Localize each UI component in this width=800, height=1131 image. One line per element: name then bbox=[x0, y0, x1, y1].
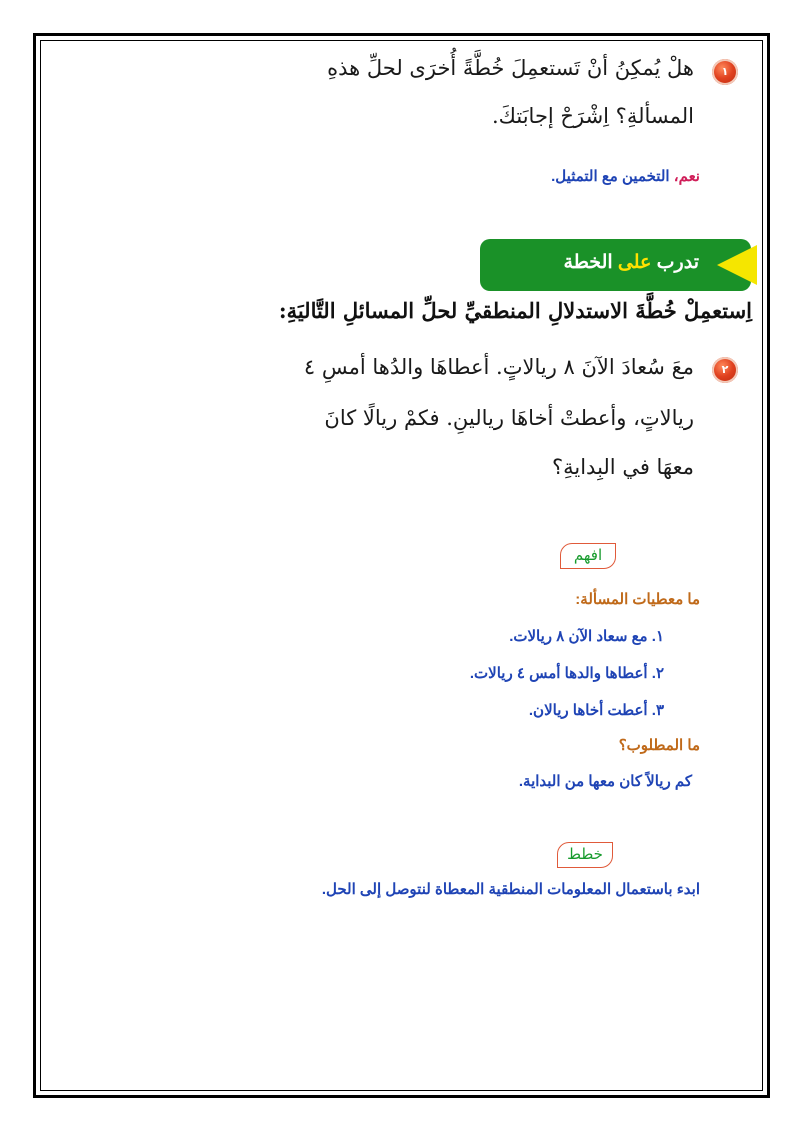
required-text: كم ريالاً كان معها من البداية. bbox=[518, 773, 692, 790]
plan-text: ابدء باستعمال المعلومات المنطقية المعطاة لنتوصل إلى الحل. bbox=[321, 881, 700, 898]
given-item-1: ١. مع سعاد الآن ٨ ريالات. bbox=[509, 628, 664, 645]
question-number-1: ١ bbox=[721, 65, 729, 78]
question-number-badge-2 bbox=[712, 357, 738, 383]
instruction-heading: اِستعمِلْ خُطَّةَ الاستدلالِ المنطقيِّ لحلِّ المسائلِ التَّاليَةِ: bbox=[278, 298, 752, 323]
practice-plan-banner bbox=[480, 239, 751, 291]
givens-title: ما معطيات المسألة: bbox=[575, 591, 700, 608]
understand-tag: افهم bbox=[560, 543, 616, 569]
given-item-3: ٣. أعطت أخاها ريالان. bbox=[528, 702, 664, 719]
page-inner-border bbox=[40, 40, 763, 1091]
banner-title: تدرب على الخطة bbox=[563, 252, 699, 273]
answer-text: التخمين مع التمثيل. bbox=[551, 168, 670, 185]
required-title: ما المطلوب؟ bbox=[618, 737, 700, 754]
answer-yes: نعم، bbox=[673, 168, 700, 185]
plan-tag: خطط bbox=[557, 842, 613, 868]
question-number-badge-1 bbox=[712, 59, 738, 85]
given-item-2: ٢. أعطاها والدها أمس ٤ ريالات. bbox=[469, 665, 664, 682]
question2-line3: معهَا في البِدايةِ؟ bbox=[551, 455, 694, 479]
question2-line1: معَ سُعادَ الآنَ ٨ ريالاتٍ. أعطاهَا والدُها أمسِ ٤ bbox=[303, 355, 694, 379]
question1-answer bbox=[551, 167, 700, 185]
question1-line1: هلْ يُمكِنُ أنْ تَستعمِلَ خُطَّةً أُخرَى لحلِّ هذهِ bbox=[327, 56, 694, 80]
question-number-2: ٢ bbox=[721, 363, 729, 376]
question2-line2: ريالاتٍ، وأعطتْ أخاهَا ريالينِ. فكمْ ريالًا كانَ bbox=[324, 406, 694, 430]
question1-line2: المسألةِ؟ اِشْرَحْ إجابَتكَ. bbox=[491, 104, 694, 128]
banner-arrow-icon bbox=[717, 245, 757, 285]
